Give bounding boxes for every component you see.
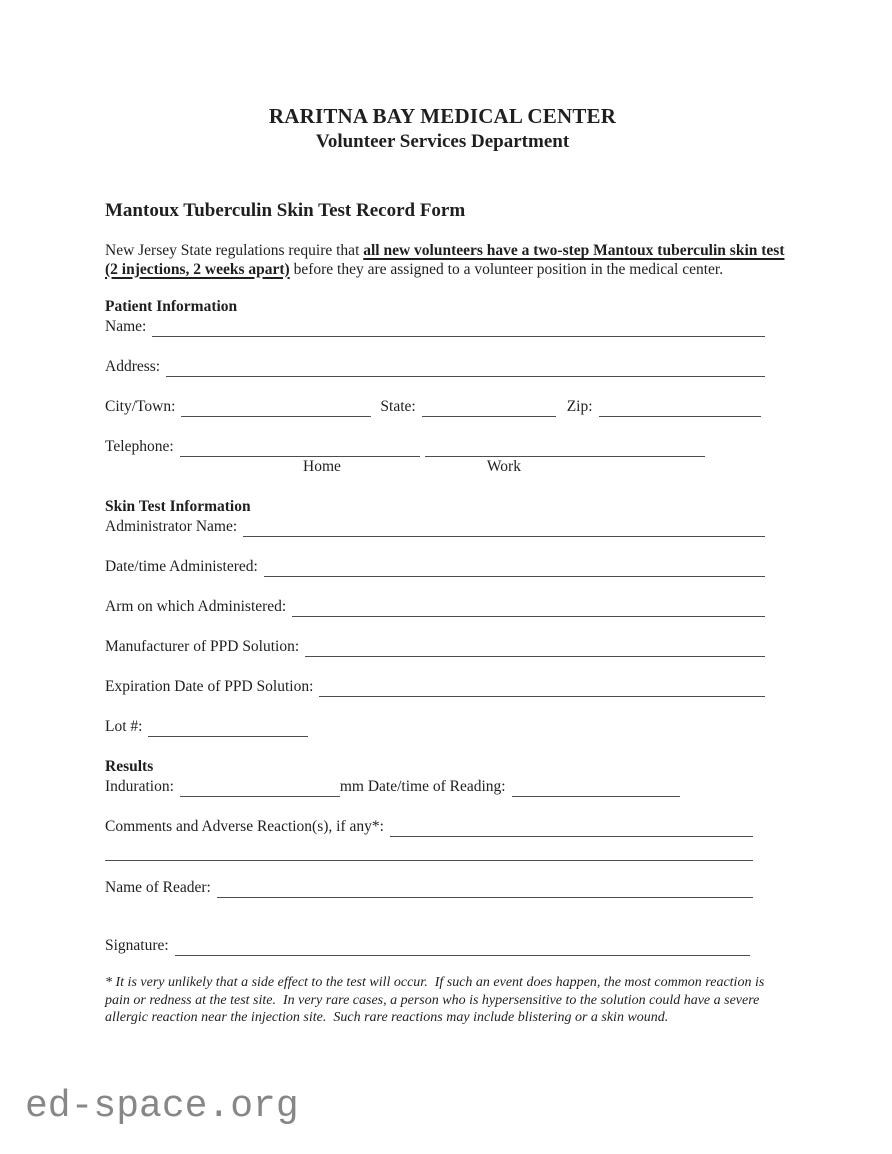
signature-field-line	[175, 936, 750, 956]
manufacturer-label: Manufacturer of PPD Solution:	[105, 638, 300, 655]
induration-field-line	[180, 777, 340, 797]
field-row-telephone	[105, 437, 780, 457]
field-row-address	[105, 357, 780, 377]
zip-field-line	[599, 397, 761, 417]
zip-label: Zip:	[566, 398, 593, 415]
field-row-expiration	[105, 677, 780, 697]
form-title: Mantoux Tuberculin Skin Test Record Form	[105, 200, 466, 221]
manufacturer-field-line	[305, 637, 765, 657]
state-field-line	[422, 397, 556, 417]
field-row-administrator	[105, 517, 780, 537]
field-row-comments	[105, 817, 780, 837]
home-caption: Home	[303, 458, 341, 475]
lot-label: Lot #:	[105, 718, 143, 735]
arm-label: Arm on which Administered:	[105, 598, 287, 615]
state-label: State:	[380, 398, 416, 415]
telephone-home-field-line	[180, 437, 420, 457]
field-row-lot	[105, 717, 780, 737]
administrator-field-line	[243, 517, 765, 537]
comments-continuation-line	[105, 845, 753, 861]
telephone-captions	[105, 457, 780, 477]
intro-suffix: before they are assigned to a volunteer position in the medical center.	[289, 260, 724, 278]
field-row-signature	[105, 936, 780, 956]
signature-label: Signature:	[105, 937, 169, 954]
name-label: Name:	[105, 318, 147, 335]
induration-unit-label: mm Date/time of Reading:	[339, 778, 506, 795]
telephone-work-field-line	[425, 437, 705, 457]
reader-field-line	[217, 878, 753, 898]
patient-information-heading: Patient Information	[105, 298, 238, 315]
intro-prefix: New Jersey State regulations require that	[105, 242, 364, 259]
reading-date-field-line	[512, 777, 680, 797]
address-label: Address:	[105, 358, 161, 375]
address-field-line	[166, 357, 765, 377]
field-row-reader	[105, 878, 780, 898]
hospital-name: RARITNA BAY MEDICAL CENTER	[268, 104, 617, 128]
side-effect-footnote: * It is very unlikely that a side effect to the test will occur. If such an event does happen, the most common reaction is pain or redness at the test site. In very rare cases, a person who is hypersensitive to the solution could have a severe allergic reaction near the injection site. Such rare reactions may include blistering or a skin wound.	[105, 975, 768, 1025]
skin-test-information-heading: Skin Test Information	[105, 498, 251, 515]
administrator-label: Administrator Name:	[105, 518, 238, 535]
lot-field-line	[148, 717, 308, 737]
department-name: Volunteer Services Department	[315, 131, 570, 152]
results-heading: Results	[105, 758, 154, 775]
field-row-arm	[105, 597, 780, 617]
field-row-name	[105, 317, 780, 337]
city-label: City/Town:	[105, 398, 176, 415]
field-row-date-administered	[105, 557, 780, 577]
field-row-city-state-zip	[105, 397, 780, 417]
watermark-text: ed-space.org	[25, 1085, 299, 1128]
expiration-label: Expiration Date of PPD Solution:	[105, 678, 314, 695]
arm-field-line	[292, 597, 765, 617]
letterhead	[105, 0, 780, 154]
field-row-manufacturer	[105, 637, 780, 657]
reader-label: Name of Reader:	[105, 879, 211, 896]
work-caption: Work	[486, 458, 521, 475]
expiration-field-line	[319, 677, 765, 697]
intro-emphasis: all new volunteers have a two-step Mantoux tuberculin skin test (2 injections, 2 weeks apart)	[105, 242, 785, 278]
city-field-line	[181, 397, 371, 417]
induration-label: Induration:	[105, 778, 174, 795]
intro-paragraph	[105, 242, 787, 279]
name-field-line	[152, 317, 765, 337]
comments-field-line	[390, 817, 753, 837]
telephone-label: Telephone:	[105, 438, 174, 455]
comments-label: Comments and Adverse Reaction(s), if any*:	[105, 818, 384, 835]
date-administered-field-line	[264, 557, 765, 577]
field-row-induration	[105, 777, 780, 797]
date-administered-label: Date/time Administered:	[105, 558, 258, 575]
